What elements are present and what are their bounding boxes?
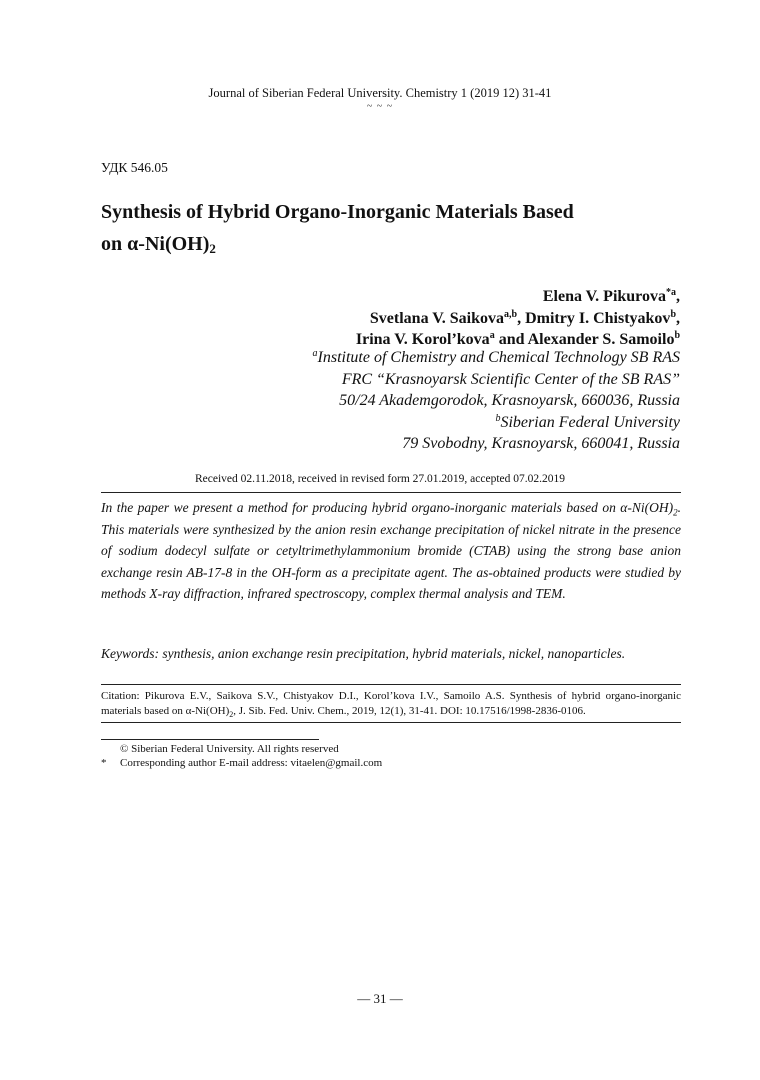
affiliation-b-line-1 — [80, 412, 680, 434]
page-number: — 31 — — [357, 991, 403, 1006]
journal-header: Journal of Siberian Federal University. Chemistry 1 (2019 12) 31-41 — [208, 86, 552, 100]
affiliation-text: Siberian Federal University — [500, 413, 680, 431]
citation-bottom-rule — [101, 722, 681, 723]
citation-top-rule — [101, 684, 681, 685]
citation-text-cont: , J. Sib. Fed. Univ. Chem., 2019, 12(1), 31-41. DOI: 10.17516/1998-2836-0106. — [233, 705, 586, 717]
affiliations — [80, 347, 680, 455]
abstract — [101, 497, 681, 605]
title-subscript: 2 — [209, 241, 216, 256]
author-affiliation-mark: a — [489, 330, 495, 341]
footnote-corresponding — [101, 756, 382, 770]
abstract-text: In the paper we present a method for producing hybrid organo-inorganic materials based on α-Ni(OH) — [101, 500, 674, 515]
author-affiliation-mark: a,b — [504, 308, 518, 320]
affiliation-mark: a — [312, 348, 318, 359]
author-affiliation-mark: b — [674, 330, 680, 341]
footnote-copyright-text: © Siberian Federal University. All rights reserved — [120, 743, 339, 755]
affiliation-a-line-2: FRC “Krasnoyarsk Scientific Center of the SB RAS” — [341, 370, 680, 388]
footnote-star: * — [101, 757, 107, 769]
affiliation-a-line-3: 50/24 Akademgorodok, Krasnoyarsk, 660036, Russia — [339, 392, 680, 409]
footnote-corresponding-text: Corresponding author E-mail address: vitaelen@gmail.com — [120, 757, 383, 769]
affiliation-b-line-2: 79 Svobodny, Krasnoyarsk, 660041, Russia — [402, 435, 680, 452]
footnote-rule — [101, 739, 319, 740]
title-line-2 — [101, 228, 661, 260]
citation — [101, 689, 681, 719]
author-name: Alexander S. Samoilo — [527, 331, 675, 348]
keywords: Keywords: synthesis, anion exchange resin precipitation, hybrid materials, nickel, nanoparticles. — [101, 646, 626, 661]
author-name: Dmitry I. Chistyakov — [525, 309, 671, 327]
title-line-1: Synthesis of Hybrid Organo-Inorganic Materials Based — [101, 201, 574, 223]
abstract-text-cont: . This materials were synthesized by the anion resin exchange precipitation of nickel nitrate in the presence of sodium dodecyl sulfate or cetyltrimethylammonium bromide (CTAB) using the strong base anion exchange resin AB-17-8 in the OH-form as a precipitate agent. The as-obtained products were studied by methods X-ray diffraction, infrared spectroscopy, complex thermal analysis and TEM. — [101, 500, 681, 601]
citation-text: Citation: Pikurova E.V., Saikova S.V., Chistyakov D.I., Korol’kova I.V., Samoilo A.S. Synthesis of hybrid organo-inorganic materials based on α-Ni(OH) — [101, 690, 681, 717]
author-line-1: Elena V. Pikurova$^{*a}$, — [542, 287, 680, 305]
affiliation-text: Institute of Chemistry and Chemical Technology SB RAS — [317, 349, 680, 366]
udk-code: УДК 546.05 — [101, 160, 168, 175]
affiliation-mark: b — [495, 412, 501, 424]
affiliation-a-line-1 — [80, 347, 680, 369]
author-name: Irina V. Korol’kova — [355, 331, 490, 348]
title-line-2-text: on α-Ni(OH) — [101, 233, 210, 255]
author-line-2: Svetlana V. Saikova$^{a,b}$, Dmitry I. Chistyakov$^b$, — [369, 308, 680, 327]
author-affiliation-mark: b — [670, 308, 676, 320]
abstract-subscript: 2 — [673, 507, 678, 518]
author-name: Svetlana V. Saikova — [369, 309, 505, 327]
footnote-copyright — [101, 742, 339, 756]
author-name: Elena V. Pikurova — [542, 288, 666, 305]
paper-title — [101, 196, 661, 260]
citation-subscript: 2 — [229, 710, 234, 720]
abstract-top-rule — [101, 492, 681, 493]
author-list — [80, 286, 680, 351]
received-dates: Received 02.11.2018, received in revised form 27.01.2019, accepted 07.02.2019 — [194, 473, 566, 485]
author-conjunction: and — [498, 331, 525, 348]
header-ornament: ~ ~ ~ — [366, 101, 394, 112]
author-affiliation-mark: *a — [666, 287, 676, 298]
